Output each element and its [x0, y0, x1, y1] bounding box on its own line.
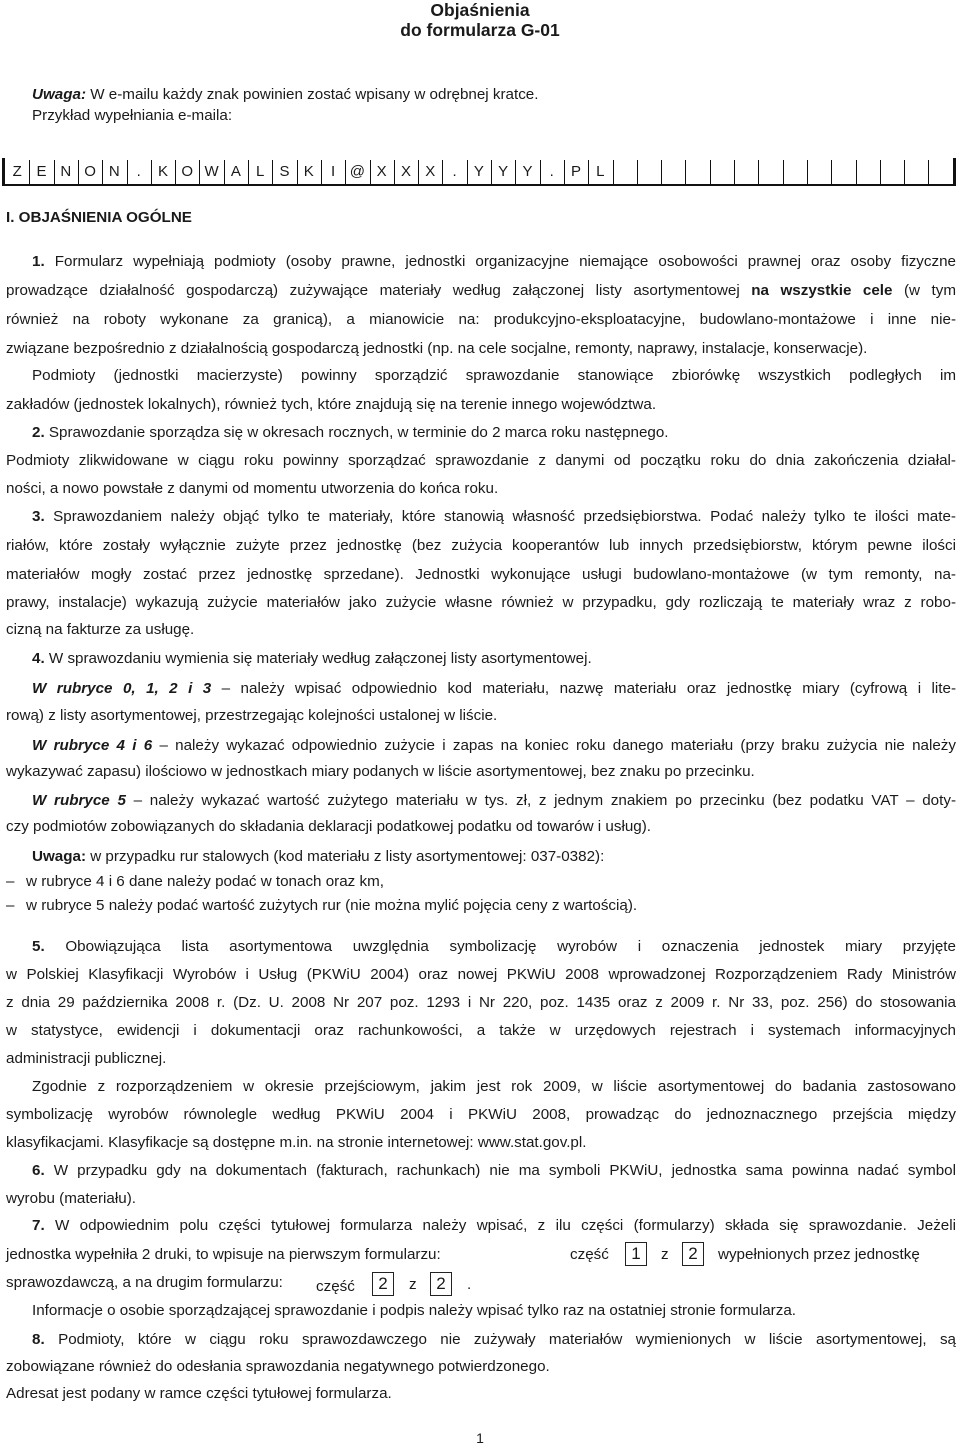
- email-char-cell: I: [330, 163, 336, 180]
- cell-divider: [54, 160, 55, 186]
- cell-divider: [758, 160, 759, 186]
- p6-line1: 6. W przypadku gdy na dokumentach (fakturach, rachunkach) nie ma symboli PKWiU, jednostka sama powinna nadać symbol: [32, 1162, 956, 1179]
- cell-divider: [272, 160, 273, 186]
- cell-divider: [29, 160, 30, 186]
- email-char-cell: O: [84, 163, 96, 180]
- cell-divider: [637, 160, 638, 186]
- cell-divider: [127, 160, 128, 186]
- email-char-cell: [613, 158, 637, 186]
- email-char-cell: Y: [498, 163, 509, 180]
- p7-line1: 7. W odpowiednim polu części tytułowej formularza należy wpisać, z ilu części (formularzy) składa się sprawozdanie. Jeżeli: [32, 1217, 956, 1234]
- email-char-cell: N: [108, 163, 120, 180]
- p8-line1: 8. Podmioty, które w ciągu roku sprawozdawczego nie zużywały materiałów wymienionych w liście asortymentowej, są: [32, 1331, 956, 1348]
- p4-dash-item-1: w rubryce 4 i 6 dane należy podać w tonach oraz km,: [26, 873, 384, 890]
- cell-divider: [78, 160, 79, 186]
- email-char-cell: W: [204, 163, 219, 180]
- page-title: Objaśnienia: [430, 0, 530, 20]
- p3-line2: riałów, które zostały wyłącznie zużyte przez jednostkę (bez zużycia kooperantów lub innych przedsiębiorstw, którym pewne ilości: [6, 537, 956, 554]
- p7-z-label: z: [661, 1246, 669, 1263]
- email-char-cell: N: [60, 163, 72, 180]
- dash-marker: –: [6, 897, 15, 914]
- p2-line3: ności, a nowo powstałe z danymi od momentu utworzenia do końca roku.: [6, 480, 499, 497]
- p1-num: 1.: [32, 253, 45, 270]
- email-char-cell: [856, 158, 880, 186]
- email-char-cell: K: [157, 163, 168, 180]
- cell-divider: [831, 160, 832, 186]
- cell-divider: [102, 160, 103, 186]
- note-text: W e-mailu każdy znak powinien zostać wpisany w odrębnej kratce.: [86, 86, 539, 103]
- p5-line6: Zgodnie z rozporządzeniem w okresie przejściowym, jakim jest rok 2009, w liście asortymentowej do badania zastosowano: [32, 1078, 956, 1095]
- p1-line2: prowadzące działalność gospodarczą) zużywające materiały według załączonej listy asortymentowej na wszystkie cele (w tym: [6, 282, 957, 299]
- email-char-cell: @: [349, 163, 365, 180]
- p4-rubryka-4-6: W rubryce 4 i 6 – należy wykazać odpowiednio zużycie i zapas na koniec roku danego materiału (przy braku zużycia nie należy: [32, 737, 956, 754]
- cell-divider: [321, 160, 322, 186]
- email-char-cell: P: [571, 163, 582, 180]
- p7-line3a: sprawozdawczą, a na drugim formularzu:: [6, 1274, 283, 1291]
- p7-czesc-label: część: [570, 1246, 609, 1263]
- cell-divider: [370, 160, 371, 186]
- p2-line1: 2. Sprawozdanie sporządza się w okresach rocznych, w terminie do 2 marca roku następnego.: [32, 424, 669, 441]
- cell-divider: [953, 160, 954, 186]
- p1-line1: 1. Formularz wypełniają podmioty (osoby prawne, jednostki organizacyjne niemające osobowości prawnej oraz osoby fizyczne: [32, 253, 956, 270]
- total-parts-box: 2: [682, 1242, 704, 1266]
- p1-line3: również na roboty wykonane za granicą), a mianowicie na: produkcyjno-eksploatacyjne, budowlano-montażowe i inne nie-: [6, 311, 956, 328]
- cell-divider: [904, 160, 905, 186]
- p7-period: .: [467, 1276, 472, 1293]
- cell-divider: [661, 160, 662, 186]
- cell-divider: [515, 160, 516, 186]
- p3-line5: cizną na fakturze za usługę.: [6, 621, 195, 638]
- p4-rubryka-5-cont: czy podmiotów zobowiązanych do składania deklaracji podatkowej podatku od towarów i usług).: [6, 818, 651, 835]
- email-char-cell: X: [376, 163, 387, 180]
- page-number: 1: [476, 1430, 484, 1446]
- email-char-cell: X: [400, 163, 411, 180]
- p4-rubryka-5: W rubryce 5 – należy wykazać wartość zużytego materiału w tys. zł, z jednym znakiem po przecinku (bez podatku VAT – doty-: [32, 792, 956, 809]
- p3-line3: materiałów mogły zostać przez jednostkę sprzedane). Jednostki wykonujące usługi budowlano-montażowe (w tym remonty, na-: [6, 566, 956, 583]
- email-char-cell: [953, 158, 960, 186]
- p3-line4: prawy, instalacje) wykazują zużycie materiałów jako zużycie własne również w przypadku, gdy rozliczają te materiały wraz z robo-: [6, 594, 956, 611]
- cell-divider: [199, 160, 200, 186]
- cell-divider: [224, 160, 225, 186]
- note-label: Uwaga:: [32, 86, 87, 103]
- p7-line4: Informacje o osobie sporządzającej sprawozdanie i podpis należy wpisać tylko raz na ostatniej stronie formularza.: [32, 1302, 796, 1319]
- cell-divider: [734, 160, 735, 186]
- cell-divider: [564, 160, 565, 186]
- email-char-cell: [807, 158, 831, 186]
- cell-divider: [248, 160, 249, 186]
- email-char-cell: [880, 158, 904, 186]
- cell-divider: [588, 160, 589, 186]
- email-char-cell: [758, 158, 782, 186]
- cell-divider: [394, 160, 395, 186]
- p5-line5: administracji publicznej.: [6, 1050, 167, 1067]
- cell-divider: [175, 160, 176, 186]
- p5-line8: klasyfikacjami. Klasyfikacje są dostępne m.in. na stronie internetowej: www.stat.gov.pl.: [6, 1134, 587, 1151]
- email-example-grid: [2, 158, 956, 186]
- email-char-cell: Y: [522, 163, 533, 180]
- cell-divider: [783, 160, 784, 186]
- cell-divider: [685, 160, 686, 186]
- p4-rubryka-0-3-cont: rową) z listy asortymentowej, przestrzegając kolejności ustalonej w liście.: [6, 707, 498, 724]
- p1-line4: związane bezpośrednio z działalnością gospodarczą jednostki (np. na cele socjalne, remonty, naprawy, instalacje, konserwacje).: [6, 340, 868, 357]
- p4-line1: 4. W sprawozdaniu wymienia się materiały według załączonej listy asortymentowej.: [32, 650, 592, 667]
- cell-divider: [880, 160, 881, 186]
- email-char-cell: Y: [473, 163, 484, 180]
- p1-line5: Podmioty (jednostki macierzyste) powinny sporządzić sprawozdanie stanowiące zbiorówkę wszystkich podległych im: [32, 367, 956, 384]
- p3-line1: 3. Sprawozdaniem należy objąć tylko te materiały, które stanowią własność przedsiębiorstwa. Podać należy tylko te ilości mate-: [32, 508, 956, 525]
- p5-line4: w statystyce, ewidencji i dokumentacji oraz rachunkowości, a także w urzędowych rejestrach i systemach informacyjnych: [6, 1022, 956, 1039]
- email-char-cell: X: [425, 163, 436, 180]
- p7-line2b: wypełnionych przez jednostkę: [718, 1246, 920, 1263]
- p8-line2: zobowiązane również do odesłania sprawozdania negatywnego potwierdzonego.: [6, 1358, 550, 1375]
- email-char-cell: Z: [12, 163, 22, 180]
- email-char-cell: [783, 158, 807, 186]
- cell-divider: [297, 160, 298, 186]
- p5-line2: w Polskiej Klasyfikacji Wyrobów i Usług (PKWiU 2004) oraz nowej PKWiU 2008 wprowadzonej Rozporządzeniem Rady Ministrów: [6, 966, 956, 983]
- part-number-box-2: 2: [372, 1272, 394, 1296]
- p4-dash-item-2: w rubryce 5 należy podać wartość zużytych rur (nie można mylić pojęcia ceny z wartością).: [26, 897, 638, 914]
- p5-line3: z dnia 29 października 2008 r. (Dz. U. 2008 Nr 207 poz. 1293 i Nr 220, poz. 1435 oraz z 2009 r. Nr 33, poz. 256) do stosowania: [6, 994, 956, 1011]
- cell-divider: [613, 160, 614, 186]
- p5-line7: symbolizację wyrobów równolegle według PKWiU 2004 i PKWiU 2008, prowadząc do jednoznacznego przejścia między: [6, 1106, 956, 1123]
- p7-line2a: jednostka wypełniła 2 druki, to wpisuje na pierwszym formularzu:: [6, 1246, 441, 1263]
- email-char-cell: .: [136, 163, 141, 180]
- cell-divider: [807, 160, 808, 186]
- email-char-cell: L: [255, 163, 265, 180]
- cell-divider: [710, 160, 711, 186]
- email-char-cell: [661, 158, 685, 186]
- cell-divider: [856, 160, 857, 186]
- cell-divider: [345, 160, 346, 186]
- p4-rubryka-4-6-cont: wykazywać zapasu) ilościowo w jednostkach miary podanych w liście asortymentowej, bez znaku po przecinku.: [6, 763, 755, 780]
- email-char-cell: .: [452, 163, 457, 180]
- p2-line2: Podmioty zlikwidowane w ciągu roku powinny sporządzać sprawozdanie z danymi od początku roku do dnia zakończenia działal-: [6, 452, 956, 469]
- cell-divider: [540, 160, 541, 186]
- p7-z-label-2: z: [409, 1276, 417, 1293]
- email-char-cell: [637, 158, 661, 186]
- p4-rubryka-0-3: W rubryce 0, 1, 2 i 3 – należy wpisać odpowiednio kod materiału, nazwę materiału oraz jednostkę miary (cyfrową i lite-: [32, 680, 956, 697]
- email-char-cell: [734, 158, 758, 186]
- page-subtitle: do formularza G-01: [400, 20, 560, 40]
- p8-line3: Adresat jest podany w ramce części tytułowej formularza.: [6, 1385, 392, 1402]
- p5-line1: 5. Obowiązująca lista asortymentowa uwzględnia symbolizację wyrobów i oznaczenia jednostek miary przyjęte: [32, 938, 956, 955]
- dash-marker: –: [6, 873, 15, 890]
- cell-divider: [467, 160, 468, 186]
- p7-czesc-label-2: część: [316, 1278, 355, 1295]
- email-char-cell: .: [549, 163, 554, 180]
- email-char-cell: O: [181, 163, 194, 180]
- section-heading: I. OBJAŚNIENIA OGÓLNE: [6, 209, 192, 226]
- email-char-cell: [685, 158, 709, 186]
- part-number-box: 1: [625, 1242, 647, 1266]
- email-char-cell: K: [303, 163, 314, 180]
- email-example-caption: Przykład wypełniania e-maila:: [32, 107, 233, 124]
- p1-line6: zakładów (jednostek lokalnych), również tych, które znajdują się na terenie innego województwa.: [6, 396, 657, 413]
- email-char-cell: S: [279, 163, 290, 180]
- email-char-cell: L: [596, 163, 605, 180]
- email-char-cell: A: [230, 163, 241, 180]
- cell-divider: [928, 160, 929, 186]
- cell-divider: [491, 160, 492, 186]
- email-char-cell: [831, 158, 855, 186]
- email-note: [32, 86, 538, 103]
- email-char-cell: E: [36, 163, 47, 180]
- p4-uwaga: Uwaga: w przypadku rur stalowych (kod materiału z listy asortymentowej: 037-0382):: [32, 848, 605, 865]
- p1-emphasis: na wszystkie cele: [751, 282, 893, 299]
- total-parts-box-2: 2: [430, 1272, 452, 1296]
- email-char-cell: [928, 158, 952, 186]
- email-char-cell: [904, 158, 928, 186]
- email-char-cell: [710, 158, 734, 186]
- p6-line2: wyrobu (materiału).: [6, 1190, 136, 1207]
- cell-divider: [442, 160, 443, 186]
- cell-divider: [151, 160, 152, 186]
- cell-divider: [418, 160, 419, 186]
